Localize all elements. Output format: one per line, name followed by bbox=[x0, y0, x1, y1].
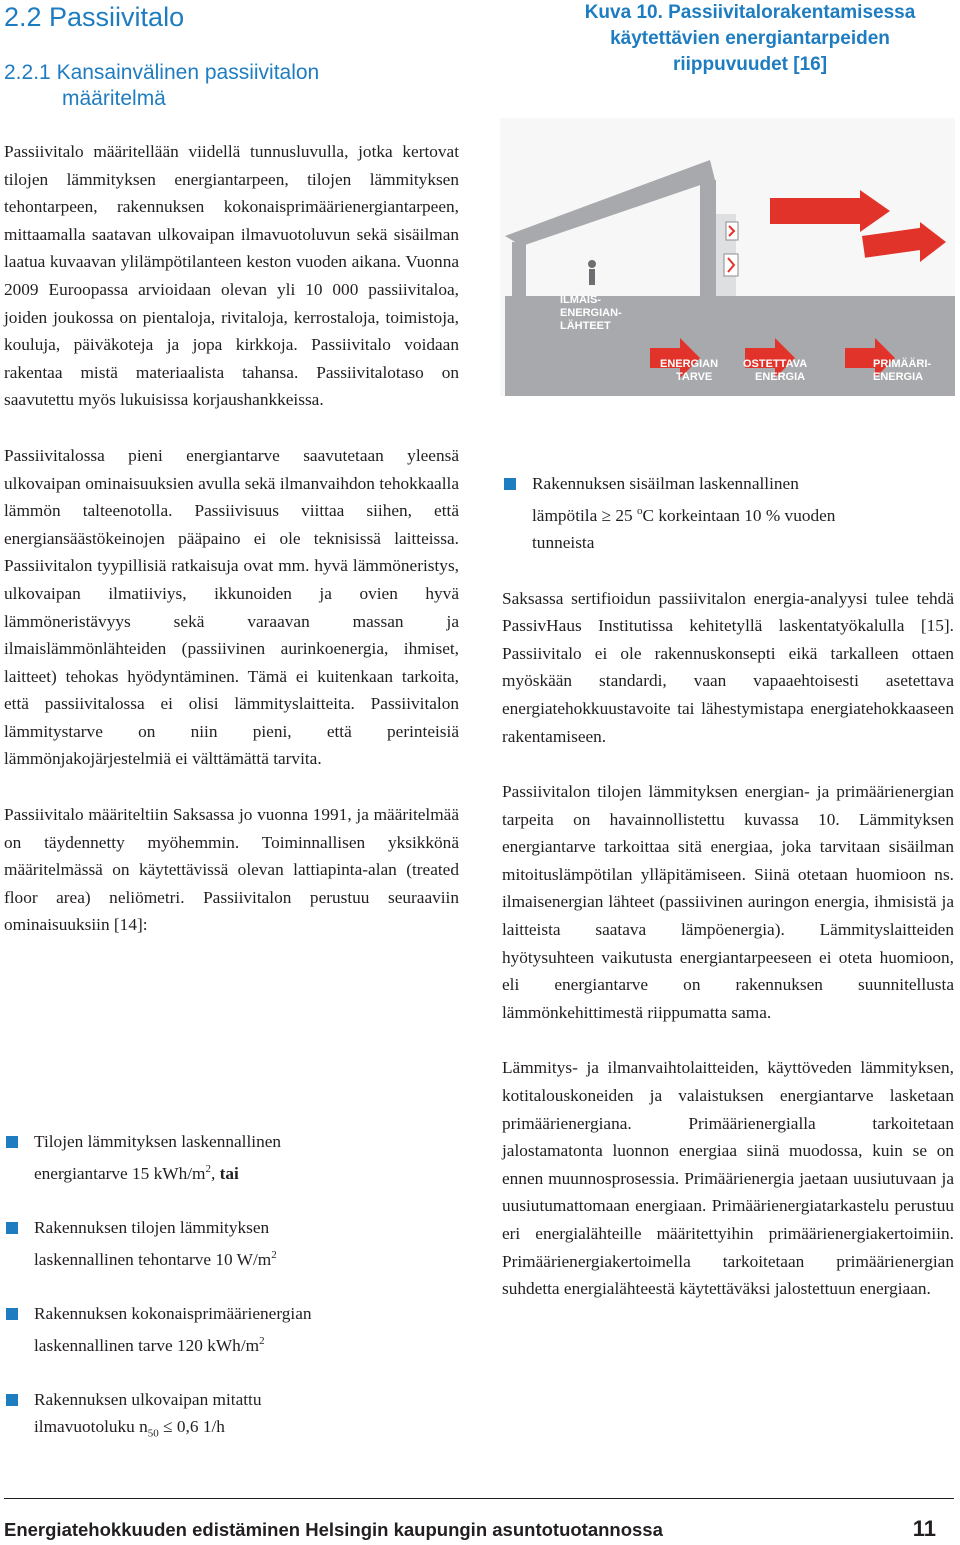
bullet-square-icon bbox=[6, 1136, 18, 1148]
bullet-square-icon bbox=[6, 1394, 18, 1406]
subsection-title-line2: määritelmä bbox=[62, 87, 166, 110]
label-free-sources-1: ILMAIS- bbox=[560, 294, 601, 306]
list-item: Rakennuksen sisäilman laskennallinen lämpötila ≥ 25 $^o$C korkeintaan 10 % vuoden tunneista bbox=[502, 470, 954, 557]
appliance-icon bbox=[724, 254, 738, 276]
label-free-sources-3: LÄHTEET bbox=[560, 320, 611, 332]
subsection-title-line1: Kansainvälinen passiivitalon bbox=[56, 61, 320, 84]
list-item: Rakennuksen kokonaisprimäärienergian laskennallinen tarve 120 kWh/$m^2$ bbox=[4, 1300, 464, 1359]
section-heading: 2.2 Passiivitalo bbox=[4, 2, 185, 32]
label-purchased-1: OSTETTAVA bbox=[743, 358, 808, 370]
label-demand-2: TARVE bbox=[676, 371, 713, 383]
bullet-square-icon bbox=[6, 1308, 18, 1320]
subsection-heading bbox=[4, 60, 424, 112]
bullet-square-icon bbox=[6, 1222, 18, 1234]
footer-title: Energiatehokkuuden edistäminen Helsingin kaupungin asuntotuotannossa bbox=[4, 1519, 663, 1540]
left-paragraph-1: Passiivitalo määritellään viidellä tunnusluvulla, jotka kertovat tilojen lämmityksen energiantarpeen, tilojen lämmityksen tehontarpeen, rakennuksen kokonaisprimäärienergiantarpeen, mittaamalla saatavan ulkovaipan ilmavuotoluvun sekä sisäilman laatua kuvaavan ylilämpötilanteen keston vuoden aikana. Vuonna 2009 Euroopassa arvioidaan olevan yli 10 000 passiivitaloa, joiden joukossa on pientaloja, rivitaloja, kerrostaloja, toimistoja, kouluja, päiväkoteja ja jopa kirkkoja. Passiivitalo voidaan rakentaa mistä materiaalista tahansa. Passiivitalotaso on saavutettu myös lukuisissa korjaushankkeissa. bbox=[4, 142, 459, 410]
house-wall-right bbox=[700, 180, 716, 302]
person-icon bbox=[588, 260, 596, 285]
list-item: Rakennuksen ulkovaipan mitattu ilmavuotoluku $n_{50} \le 0,6$ 1/h bbox=[4, 1386, 464, 1449]
page-number: 11 bbox=[912, 1516, 936, 1541]
right-column bbox=[502, 470, 954, 1303]
right-bullet-list bbox=[502, 470, 954, 557]
energy-diagram bbox=[500, 118, 955, 396]
label-demand-1: ENERGIAN bbox=[660, 358, 719, 370]
label-free-sources-2: ENERGIAN- bbox=[560, 307, 622, 319]
left-paragraph-3: Passiivitalo määriteltiin Saksassa jo vuonna 1991, ja määritelmää on täydennetty myöhemmin. Toiminnallisen yksikkönä määritelmässä on käytettävissä olevan lattiapinta-alan (treated floor area) neliömetri. Passiivitalon perustuu seuraaviin ominaisuuksiin [14]: bbox=[4, 805, 459, 935]
figure-caption: Kuva 10. Passiivitalorakentamisessa käytettävien energiantarpeiden riippuvuudet [16] bbox=[584, 2, 916, 75]
list-item: Tilojen lämmityksen laskennallinen energiantarve 15 kWh/$m^2$, tai bbox=[4, 1128, 464, 1187]
subsection-number: 2.2.1 bbox=[4, 61, 51, 84]
lightbulb-icon bbox=[726, 222, 738, 240]
house-wall-left bbox=[512, 242, 526, 302]
label-purchased-2: ENERGIA bbox=[755, 371, 806, 383]
left-paragraph-2: Passiivitalossa pieni energiantarve saavutetaan yleensä ulkovaipan ominaisuuksien avulla sekä ilmanvaihdon tehokkaalla lämmön talteenotolla. Passiivisuus viittaa siihen, että energiansäästökeinojen pääpaino ei ole teknisissä laitteissa. Passiivitalon tyypillisiä ratkaisuja ovat mm. hyvä lämmöneristys, ulkovaipan ilmatiiviys, ikkunoiden ja ovien hyvä lämmöneristävyys sekä varaavan massan ja ilmaislämmönlähteiden (passiivinen aurinkoenergia, ihmiset, laitteet) tehokas hyödyntäminen. Tämä ei kuitenkaan tarkoita, että passiivitalossa ei olisi lämmityslaitteita. Passiivitalon lämmitystarve on niin pieni, että perinteisiä lämmönjakojärjestelmiä ei välttämättä tarvita. bbox=[4, 445, 459, 769]
left-column bbox=[4, 138, 459, 939]
right-paragraph-2: Passiivitalon tilojen lämmityksen energian- ja primäärienergian tarpeita on havainnollistettu kuvassa 10. Lämmityksen energiantarve tarkoittaa sitä energiaa, joka tarvitaan sisäilman mitoituslämpötilan ylläpitämiseen. Siinä otetaan huomioon ns. ilmaisenergian lähteet (passiivinen auringon energia, ihmisistä ja laitteista saatava lämpöenergia). Lämmityslaitteiden hyötysuhteen vaikutusta energiantarpeeseen ei oteta huomioon, eli energiantarve on rakennuksen suunnitellusta lämmönkehittimestä riippumatta sama. bbox=[502, 782, 954, 1022]
bullet-square-icon bbox=[504, 478, 516, 490]
right-paragraph-1: Saksassa sertifioidun passiivitalon energia-analyysi tulee tehdä PassivHaus Institutissa kehitetyllä laskentatyökalulla [15]. Passiivitalo ei ole rakennuskonsepti eikä tarkalleen ottaen myöskään standardi, vaan vapaaehtoisesti asetettava energiatehokkuustavoite tai lähestymistapa energiatehokkaaseen rakentamiseen. bbox=[502, 588, 954, 746]
list-item: Rakennuksen tilojen lämmityksen laskennallinen tehontarve 10 $W/m^2$ bbox=[4, 1214, 464, 1273]
label-primary-2: ENERGIA bbox=[873, 371, 924, 383]
label-primary-1: PRIMÄÄRI- bbox=[873, 358, 932, 370]
criteria-list bbox=[4, 1128, 464, 1476]
right-paragraph-3: Lämmitys- ja ilmanvaihtolaitteiden, käyttöveden lämmityksen, kotitalouskoneiden ja valaistuksen energiantarve lasketaan primäärienergiana. Primäärienergialla tarkoitetaan jalostamatonta luonnon energiaa siinä muodossa, kuin se on ennen muunnosprosessia. Primäärienergia jaetaan uusiutuvaan ja uusiutumattomaan energiaan. Primäärienergiatarkastelu perustuu eri energialähteille määritettyihin primäärienergiakertoimiin. Primäärienergiakertoimella tarkoitetaan primäärienergian suhdetta energialähteestä käytettäväksi jalostettuun energiaan. bbox=[502, 1058, 954, 1299]
footer-divider bbox=[4, 1498, 954, 1499]
